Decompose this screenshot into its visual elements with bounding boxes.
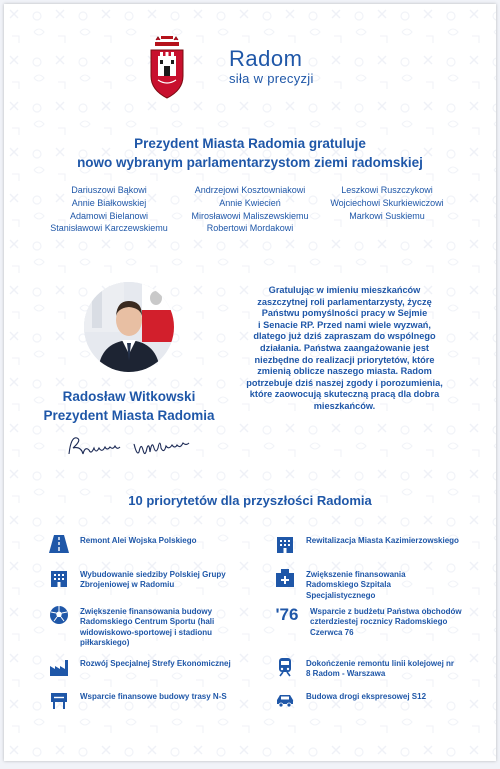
name-item: Stanisławowi Karczewskiemu bbox=[50, 223, 168, 234]
name-item: Wojciechowi Skurkiewiczowi bbox=[330, 197, 444, 208]
president-name: Radosław Witkowski bbox=[62, 389, 196, 404]
page-title bbox=[4, 134, 496, 172]
priority-text: Dokończenie remontu linii kolejowej nr 8 Radom - Warszawa bbox=[306, 659, 455, 679]
message-line: działania. Państwa zaangażowanie jest bbox=[259, 342, 429, 353]
priority-item bbox=[48, 689, 258, 711]
names-column-1 bbox=[44, 184, 174, 235]
priority-item bbox=[274, 656, 474, 680]
names-column-3 bbox=[322, 184, 452, 222]
name-item: Mirosławowi Maliszewskiemu bbox=[191, 210, 309, 221]
building-icon bbox=[48, 567, 70, 589]
76-icon bbox=[274, 604, 300, 626]
message-line: Gratulując w imieniu mieszkańców bbox=[268, 285, 421, 295]
president-portrait bbox=[84, 282, 174, 372]
names-column-2 bbox=[182, 184, 318, 235]
name-item: Robertowi Mordakowi bbox=[206, 223, 294, 234]
president-name-block bbox=[34, 387, 224, 425]
priority-item bbox=[274, 689, 474, 711]
priority-item bbox=[48, 604, 263, 648]
priority-item bbox=[48, 567, 248, 591]
president-signature bbox=[66, 432, 196, 460]
football-icon bbox=[48, 604, 70, 626]
name-item: Leszkowi Ruszczykowi bbox=[341, 185, 433, 195]
president-role: Prezydent Miasta Radomia bbox=[43, 408, 215, 423]
message-line: Państwu pomyślności pracy w Sejmie bbox=[261, 308, 428, 319]
factory-icon bbox=[48, 656, 70, 678]
priority-text: Remont Alei Wojska Polskiego bbox=[80, 536, 197, 545]
road-sign-icon bbox=[48, 689, 70, 711]
message-line: i Senacie RP. Przed nami wiele wyzwań, bbox=[258, 319, 431, 330]
congratulation-message bbox=[232, 285, 457, 413]
message-line: zaszczytnej roli parlamentarzysty, życzę bbox=[257, 296, 432, 307]
title-line-2: nowo wybranym parlamentarzystom ziemi radomskiej bbox=[77, 155, 423, 170]
name-item: Markowi Suskiemu bbox=[349, 210, 425, 221]
logo-tagline: siła w precyzji bbox=[229, 71, 314, 86]
priority-item bbox=[274, 533, 464, 555]
message-line: mieszkańców. bbox=[313, 400, 376, 411]
logo-word: Radom bbox=[229, 46, 303, 71]
priority-text: Budowa drogi ekspresowej S12 bbox=[306, 692, 427, 701]
76-label: '76 bbox=[275, 604, 299, 624]
priority-item bbox=[48, 533, 238, 555]
priority-text: Zwiększenie finansowania Radomskiego Szpitala Specjalistycznego bbox=[306, 570, 406, 600]
name-item: Annie Kwiecień bbox=[219, 197, 281, 208]
hospital-icon bbox=[274, 567, 296, 589]
train-icon bbox=[274, 656, 296, 678]
priority-text: Rozwój Specjalnej Strefy Ekonomicznej bbox=[80, 659, 231, 668]
priority-text: Wsparcie finansowe budowy trasy N-S bbox=[80, 692, 227, 701]
road-icon bbox=[48, 533, 70, 555]
message-line: dlatego już dziś zapraszam do wspólnego bbox=[253, 331, 436, 342]
message-line: zmienią oblicze naszego miasta. Radom bbox=[257, 366, 432, 377]
header bbox=[4, 36, 496, 106]
coat-of-arms-icon bbox=[149, 36, 185, 102]
name-item: Andrzejowi Kosztowniakowi bbox=[194, 185, 306, 195]
priority-item bbox=[274, 567, 474, 601]
message-line: które zaowocują skuteczną pracą dla dobra bbox=[249, 389, 440, 400]
title-line-1: Prezydent Miasta Radomia gratuluje bbox=[134, 136, 366, 151]
priority-text: Rewitalizacja Miasta Kazimierzowskiego bbox=[306, 536, 459, 545]
priority-item bbox=[48, 656, 258, 678]
priority-text: Zwiększenie finansowania budowy Radomskiego Centrum Sportu (hali widowiskowo-sportowej i stadionu piłkarskiego) bbox=[80, 607, 215, 647]
priority-item bbox=[274, 604, 474, 638]
building-icon bbox=[274, 533, 296, 555]
car-icon bbox=[274, 689, 296, 711]
name-item: Dariuszowi Bąkowi bbox=[71, 185, 147, 195]
name-item: Annie Białkowskiej bbox=[71, 197, 147, 208]
poster-page bbox=[4, 4, 496, 761]
priorities-title: 10 priorytetów dla przyszłości Radomia bbox=[128, 493, 372, 508]
message-line: niezbędne do realizacji priorytetów, które bbox=[254, 354, 435, 365]
message-line: potrzebuje dziś naszej zgody i porozumienia, bbox=[246, 377, 443, 388]
priority-text: Wybudowanie siedziby Polskiej Grupy Zbrojeniowej w Radomiu bbox=[80, 570, 226, 590]
name-item: Adamowi Bielanowi bbox=[69, 210, 149, 221]
priority-text: Wsparcie z budżetu Państwa obchodów czterdziestej rocznicy Radomskiego Czerwca 76 bbox=[310, 607, 462, 637]
radom-logo bbox=[229, 48, 314, 86]
